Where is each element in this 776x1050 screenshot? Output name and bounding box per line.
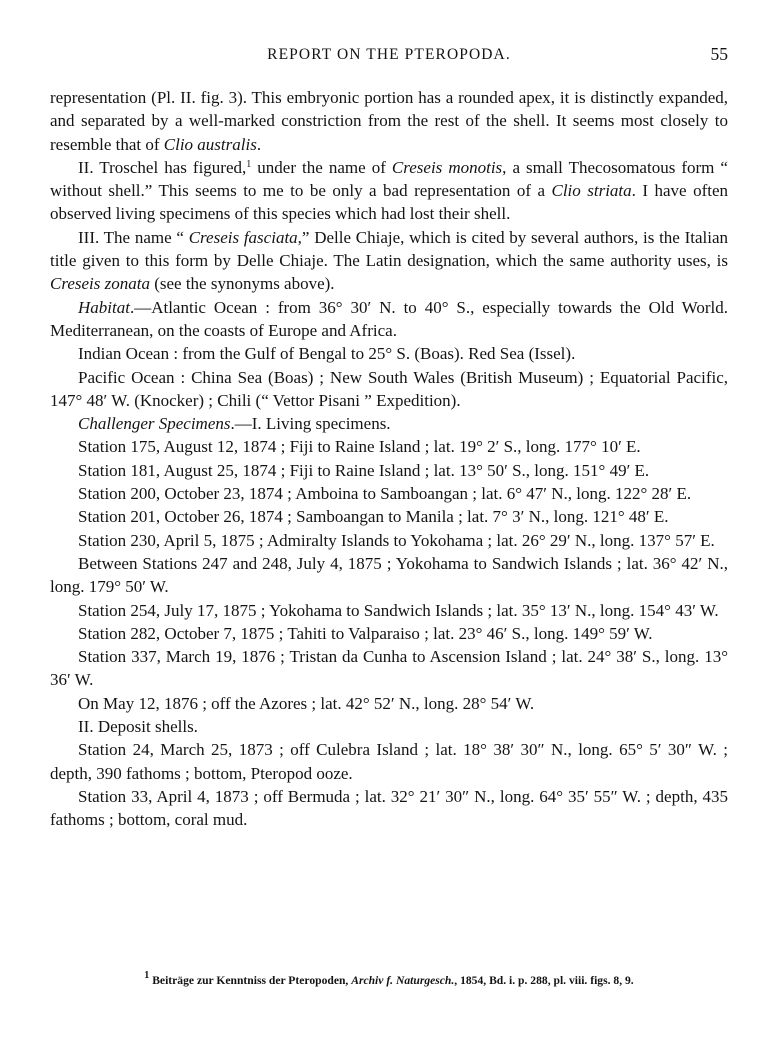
journal-title: Archiv f. Naturgesch. — [351, 974, 455, 987]
station-entry: Station 175, August 12, 1874 ; Fiji to Raine Island ; lat. 19° 2′ S., long. 177° 10′ E. — [78, 437, 641, 457]
running-title: REPORT ON THE PTEROPODA. — [267, 46, 511, 63]
paragraph-habitat: Habitat.—Atlantic Ocean : from 36° 30′ N. to 40° S., especially towards the Old World. Mediterranean, on the coasts of Europe and Africa. — [50, 297, 728, 340]
challenger-label: Challenger Specimens — [78, 414, 231, 434]
station-entry: Station 181, August 25, 1874 ; Fiji to Raine Island ; lat. 13° 50′ S., long. 151° 49′ E. — [78, 460, 650, 480]
paragraph-pacific-ocean: Pacific Ocean : China Sea (Boas) ; New South Wales (British Museum) ; Equatorial Pacific, 147° 48′ W. (Knocker) ; Chili (“ Vettor Pisani ” Expedition). — [50, 367, 728, 410]
paragraph-challenger-specimens: Challenger Specimens.—I. Living specimens. — [78, 414, 391, 434]
taxon-name: Creseis zonata — [50, 274, 150, 294]
footnote-mark: 1 — [144, 970, 150, 981]
taxon-name: Creseis monotis — [391, 157, 503, 177]
habitat-label: Habitat — [78, 297, 130, 317]
station-entry: Station 230, April 5, 1875 ; Admiralty Islands to Yokohama ; lat. 26° 29′ N., long. 137° 57′ E. — [78, 530, 715, 550]
paragraph-creseis-fasciata: III. The name “ Creseis fasciata,” Delle Chiaje, which is cited by several authors, is the Italian title given to this form by Delle Chiaje. The Latin designation, which the same authority uses, is Creseis zonata (see the synonyms above). — [50, 227, 729, 294]
running-header — [50, 44, 728, 68]
page-number: 55 — [710, 44, 728, 64]
station-entry: Between Stations 247 and 248, July 4, 1875 ; Yokohama to Sandwich Islands ; lat. 36° 42′ N., long. 179° 50′ W. — [50, 553, 728, 597]
deposit-entry: Station 33, April 4, 1873 ; off Bermuda ; lat. 32° 21′ 30″ N., long. 64° 35′ 55″ W. ; depth, 435 fathoms ; bottom, coral mud. — [50, 786, 728, 830]
station-entry: Station 282, October 7, 1875 ; Tahiti to Valparaiso ; lat. 23° 46′ S., long. 149° 59′ W. — [78, 623, 653, 643]
station-entry: Station 200, October 23, 1874 ; Amboina to Samboangan ; lat. 6° 47′ N., long. 122° 28′ E. — [78, 484, 692, 504]
paragraph-indian-ocean: Indian Ocean : from the Gulf of Bengal to 25° S. (Boas). Red Sea (Issel). — [78, 344, 576, 364]
footnote-ref: 1 — [246, 158, 252, 170]
taxon-name: Clio striata — [551, 181, 632, 201]
station-entry: Station 201, October 26, 1874 ; Samboangan to Manila ; lat. 7° 3′ N., long. 121° 48′ E. — [78, 507, 669, 527]
deposit-heading: II. Deposit shells. — [78, 717, 198, 737]
page-body — [50, 86, 728, 832]
paragraph-embryonic-portion: representation (Pl. II. fig. 3). This embryonic portion has a rounded apex, it is distinctly expanded, and separated by a well-marked constriction from the rest of the shell. It seems most closely to resemble that of Clio australis. — [50, 88, 728, 154]
station-entry: Station 254, July 17, 1875 ; Yokohama to Sandwich Islands ; lat. 35° 13′ N., long. 154° 43′ W. — [78, 600, 719, 620]
station-entry: On May 12, 1876 ; off the Azores ; lat. 42° 52′ N., long. 28° 54′ W. — [78, 693, 535, 713]
footnote: $^1$ Beiträge zur Kenntniss der Pteropoden, Archiv f. Naturgesch., 1854, Bd. i. p. 288, pl. viii. figs. 8, 9. — [144, 970, 634, 987]
taxon-name: Clio australis — [163, 134, 257, 154]
deposit-entry: Station 24, March 25, 1873 ; off Culebra Island ; lat. 18° 38′ 30″ N., long. 65° 5′ 30″ W. ; depth, 390 fathoms ; bottom, Pteropod ooze. — [50, 740, 728, 783]
paragraph-troschel: II. Troschel has figured,$^1$ under the name of Creseis monotis, a small Thecosomatous form “ without shell.” This seems to me to be only a bad representation of a Clio striata. I have often observed living specimens of this species which had lost their shell. — [50, 157, 729, 224]
station-entry: Station 337, March 19, 1876 ; Tristan da Cunha to Ascension Island ; lat. 24° 38′ S., long. 13° 36′ W. — [50, 647, 728, 690]
taxon-name: Creseis fasciata — [188, 227, 298, 247]
